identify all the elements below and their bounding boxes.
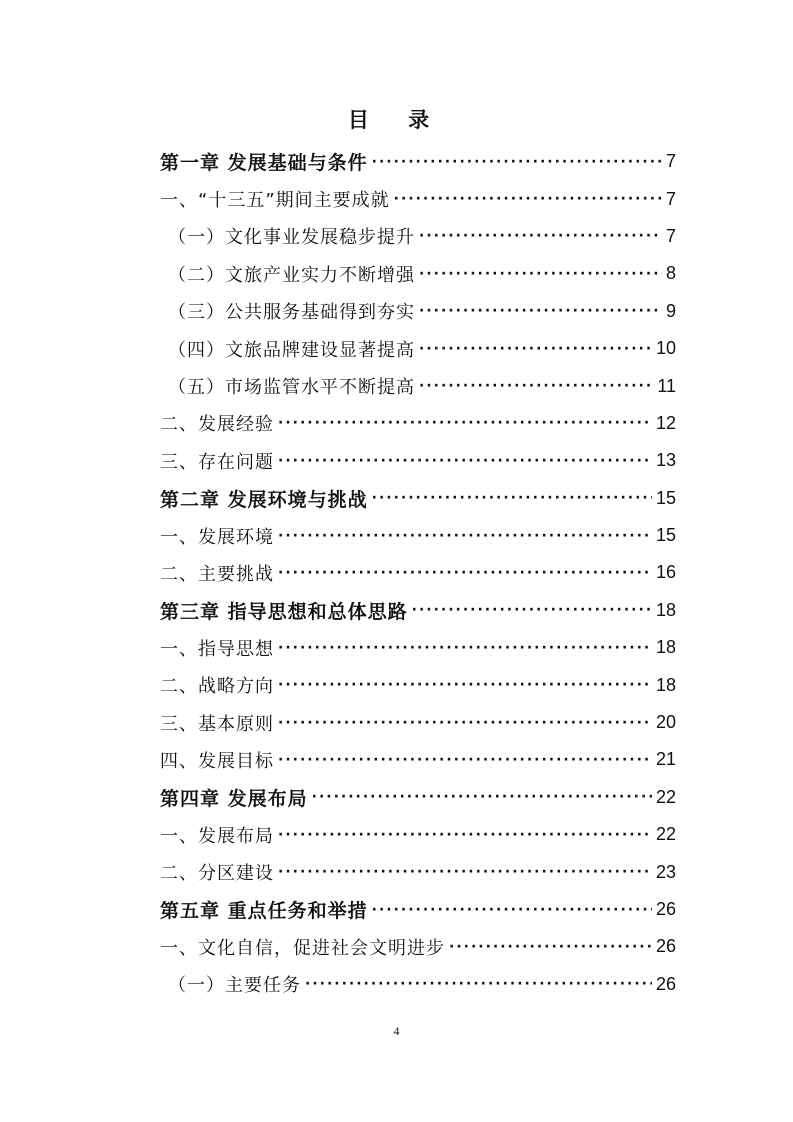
dot-leader bbox=[278, 752, 652, 768]
toc-entry-text: （一）主要任务 bbox=[168, 975, 301, 997]
dot-leader bbox=[278, 565, 652, 581]
toc-entry-text: （四）文旅品牌建设显著提高 bbox=[168, 339, 415, 361]
toc-entry-page: 10 bbox=[655, 338, 676, 359]
toc-entry-page: 15 bbox=[655, 487, 676, 508]
toc-entry-text: 第一章 发展基础与条件 bbox=[160, 152, 368, 175]
toc-entry[interactable] bbox=[160, 517, 676, 554]
toc-entry-text: 第二章 发展环境与挑战 bbox=[160, 488, 368, 511]
dot-leader bbox=[372, 490, 652, 506]
dot-leader bbox=[278, 677, 652, 693]
toc-entry[interactable] bbox=[160, 779, 676, 816]
toc-entry-text: 四、发展目标 bbox=[160, 750, 274, 772]
toc-entry-text: 二、发展经验 bbox=[160, 414, 274, 436]
dot-leader bbox=[372, 154, 662, 170]
toc-entry-page: 22 bbox=[655, 786, 676, 807]
toc-title: 目 录 bbox=[347, 108, 446, 132]
dot-leader bbox=[394, 191, 662, 207]
dot-leader bbox=[419, 266, 662, 282]
dot-leader bbox=[278, 415, 652, 431]
dot-leader bbox=[312, 789, 652, 805]
toc-entry[interactable] bbox=[160, 255, 676, 292]
toc-entry-page: 23 bbox=[655, 861, 676, 882]
toc-entry[interactable] bbox=[160, 891, 676, 928]
toc-entry[interactable] bbox=[160, 293, 676, 330]
dot-leader bbox=[419, 341, 652, 357]
toc-entry-text: 三、存在问题 bbox=[160, 451, 274, 473]
dot-leader bbox=[419, 228, 662, 244]
toc-entry[interactable] bbox=[160, 966, 676, 1003]
toc-entry-text: 一、发展环境 bbox=[160, 526, 274, 548]
toc-entry-text: 第三章 指导思想和总体思路 bbox=[160, 600, 408, 623]
toc-entry[interactable] bbox=[160, 218, 676, 255]
toc-entry-text: 一、“十三五”期间主要成就 bbox=[160, 190, 390, 212]
toc-entry-page: 16 bbox=[655, 562, 676, 583]
toc-entry-page: 26 bbox=[655, 899, 676, 919]
toc-entry-text: 一、指导思想 bbox=[160, 638, 274, 660]
toc-entry-text: 二、分区建设 bbox=[160, 863, 274, 885]
toc-entry-page: 18 bbox=[655, 674, 676, 695]
dot-leader bbox=[278, 827, 652, 843]
dot-leader bbox=[278, 528, 652, 544]
toc-entry[interactable] bbox=[160, 405, 676, 442]
toc-entry[interactable] bbox=[160, 853, 676, 890]
toc-entry[interactable] bbox=[160, 629, 676, 666]
toc-entry-page: 21 bbox=[655, 749, 676, 770]
dot-leader bbox=[372, 902, 652, 918]
toc-entry-page: 22 bbox=[655, 824, 676, 845]
toc-entry[interactable] bbox=[160, 592, 676, 629]
toc-entry[interactable] bbox=[160, 928, 676, 965]
toc-entry-text: （二）文旅产业实力不断增强 bbox=[168, 264, 415, 286]
toc-entry-page: 7 bbox=[665, 188, 676, 209]
toc-entry-text: 第五章 重点任务和举措 bbox=[160, 900, 368, 922]
toc-entry-page: 13 bbox=[655, 450, 676, 471]
toc-entry[interactable] bbox=[160, 180, 676, 217]
dot-leader bbox=[412, 602, 652, 618]
toc-entry-page: 7 bbox=[665, 151, 676, 172]
toc-entry-page: 18 bbox=[655, 599, 676, 620]
toc-entry[interactable] bbox=[160, 480, 676, 517]
dot-leader bbox=[278, 864, 652, 880]
dot-leader bbox=[278, 715, 652, 731]
toc-entry[interactable] bbox=[160, 143, 676, 180]
toc-entry-text: 二、战略方向 bbox=[160, 676, 274, 698]
toc-entry-text: （五）市场监管水平不断提高 bbox=[168, 377, 415, 399]
toc-entry-page: 20 bbox=[655, 712, 676, 733]
dot-leader bbox=[278, 453, 652, 469]
toc-entry-page: 26 bbox=[655, 973, 676, 994]
toc-entry-text: 二、主要挑战 bbox=[160, 563, 274, 585]
toc-entry-page: 9 bbox=[665, 300, 676, 321]
page-number: 4 bbox=[393, 1024, 400, 1038]
toc-entry[interactable] bbox=[160, 554, 676, 591]
toc-entry-text: （三）公共服务基础得到夯实 bbox=[168, 302, 415, 324]
toc-entry-page: 12 bbox=[655, 412, 676, 433]
table-of-contents bbox=[160, 143, 676, 1003]
toc-entry-page: 7 bbox=[665, 225, 676, 246]
dot-leader bbox=[419, 378, 653, 394]
toc-entry-text: 第四章 发展布局 bbox=[160, 787, 308, 810]
toc-entry-page: 18 bbox=[655, 637, 676, 658]
toc-entry-page: 11 bbox=[657, 375, 676, 396]
toc-entry[interactable] bbox=[160, 704, 676, 741]
toc-entry[interactable] bbox=[160, 741, 676, 778]
toc-entry-text: 三、基本原则 bbox=[160, 713, 274, 735]
toc-entry[interactable] bbox=[160, 367, 676, 404]
toc-entry[interactable] bbox=[160, 330, 676, 367]
dot-leader bbox=[305, 976, 652, 992]
dot-leader bbox=[449, 939, 652, 955]
toc-entry-text: 一、发展布局 bbox=[160, 825, 274, 847]
toc-entry[interactable] bbox=[160, 816, 676, 853]
toc-entry-page: 15 bbox=[655, 525, 676, 546]
toc-entry[interactable] bbox=[160, 442, 676, 479]
toc-entry-page: 26 bbox=[655, 936, 676, 957]
toc-entry[interactable] bbox=[160, 666, 676, 703]
toc-entry-text: 一、文化自信，促进社会文明进步 bbox=[160, 937, 445, 959]
toc-entry-text: （一）文化事业发展稳步提升 bbox=[168, 227, 415, 249]
dot-leader bbox=[278, 640, 652, 656]
dot-leader bbox=[419, 303, 662, 319]
toc-entry-page: 8 bbox=[665, 263, 676, 284]
